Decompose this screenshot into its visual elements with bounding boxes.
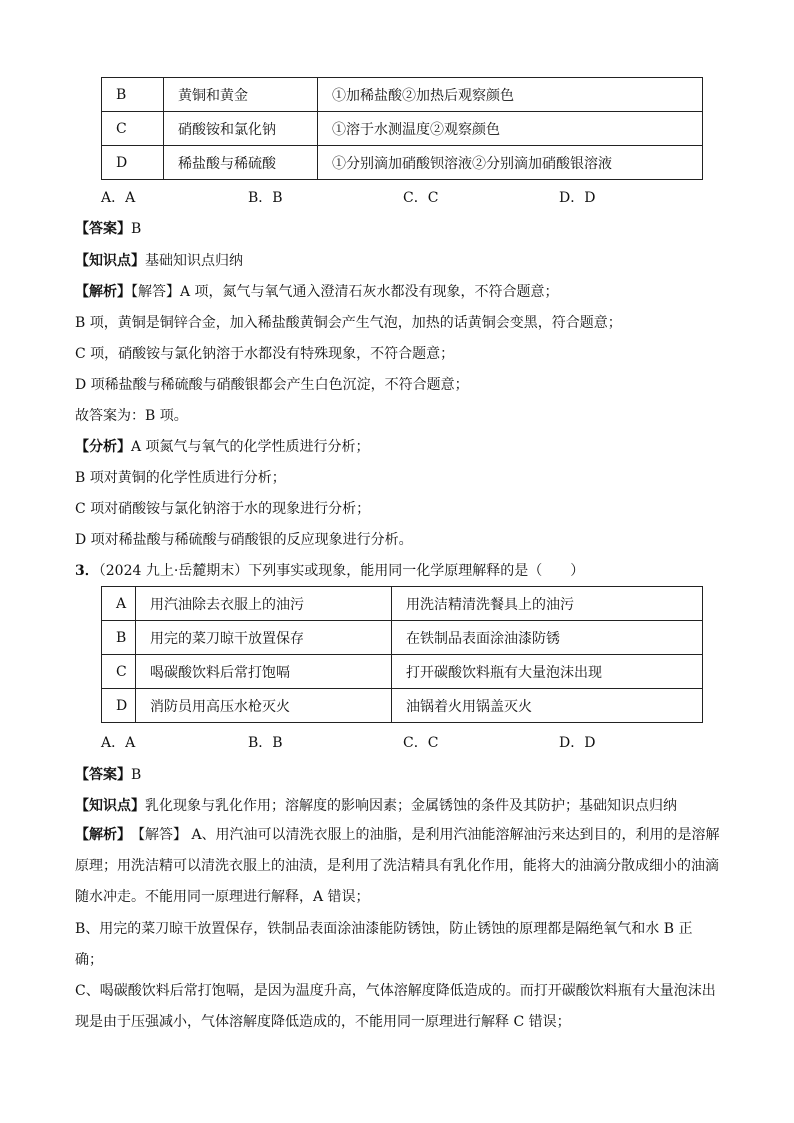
option-d: D．D [559,735,596,751]
question-source: （2024 九上·岳麓期末） [98,563,249,579]
knowledge-tag: 【知识点】 [75,253,145,269]
table-row [102,587,703,621]
analysis-text: 【解答】A 项，氮气与氧气通入澄清石灰水都没有现象，不符合题意； [131,284,559,300]
options-table-q2 [101,77,703,180]
table-cell: ①分别滴加硝酸钡溶液②分别滴加硝酸银溶液 [318,146,703,180]
answer-tag: 【答案】 [75,767,131,783]
review-text: C 项对硝酸铵与氯化钠溶于水的现象进行分析； [75,501,371,517]
table-cell: D [102,689,136,723]
table-row [102,146,703,180]
analysis-text: D 项稀盐酸与稀硫酸与硝酸银都会产生白色沉淀，不符合题意； [75,377,469,393]
answer-value: B [131,221,142,237]
analysis-paragraph-b: B、用完的菜刀晾干放置保存，铁制品表面涂油漆能防锈蚀，防止锈蚀的原理都是隔绝氧气和水 B 正确； [75,921,693,968]
table-cell: 油锅着火用锅盖灭火 [392,689,703,723]
option-a: A．A [101,735,136,751]
question-number: 3． [75,563,99,579]
review-text: B 项对黄铜的化学性质进行分析； [75,470,286,486]
option-c: C．C [403,735,439,751]
knowledge-value: 乳化现象与乳化作用；溶解度的影响因素；金属锈蚀的条件及其防护；基础知识点归纳 [145,798,677,814]
table-cell: 喝碳酸饮料后常打饱嗝 [136,655,392,689]
table-cell: ①加稀盐酸②加热后观察颜色 [318,78,703,112]
table-cell: 消防员用高压水枪灭火 [136,689,392,723]
analysis-line-q2 [75,281,559,301]
table-cell: 用完的菜刀晾干放置保存 [136,621,392,655]
analysis-paragraph-c: C、喝碳酸饮料后常打饱嗝，是因为温度升高，气体溶解度降低造成的。而打开碳酸饮料瓶有大量泡沫出现是由于压强减小，气体溶解度降低造成的，不能用同一原理进行解释 C 错误； [75,983,716,1030]
review-text: A 项氮气与氧气的化学性质进行分析； [131,439,370,455]
table-cell: B [102,78,164,112]
review-text: D 项对稀盐酸与稀硫酸与硝酸银的反应现象进行分析。 [75,532,413,548]
option-b: B．B [248,190,283,206]
review-line-q2 [75,436,370,456]
answer-value: B [131,767,142,783]
analysis-text: C 项，硝酸铵与氯化钠溶于水都没有特殊现象，不符合题意； [75,346,455,362]
knowledge-tag: 【知识点】 [75,798,145,814]
table-cell: 在铁制品表面涂油漆防锈 [392,621,703,655]
knowledge-line-q2 [75,250,243,270]
table-cell: C [102,112,164,146]
table-cell: 稀盐酸与稀硫酸 [164,146,318,180]
table-cell: ①溶于水测温度②观察颜色 [318,112,703,146]
analysis-text: B 项，黄铜是铜锌合金，加入稀盐酸黄铜会产生气泡，加热的话黄铜会变黑，符合题意； [75,315,622,331]
table-row [102,78,703,112]
table-cell: 用汽油除去衣服上的油污 [136,587,392,621]
question-text: 下列事实或现象，能用同一化学原理解释的是（ ） [248,563,585,579]
table-cell: 黄铜和黄金 [164,78,318,112]
table-cell: C [102,655,136,689]
table-cell: B [102,621,136,655]
option-d: D．D [559,190,596,206]
option-c: C．C [403,190,439,206]
knowledge-line-q3 [75,795,677,815]
answer-line-q2 [75,218,141,238]
table-cell: D [102,146,164,180]
table-row [102,621,703,655]
analysis-text: 故答案为：B 项。 [75,408,188,424]
analysis-tag: 【解析】 [75,827,124,843]
answer-tag: 【答案】 [75,221,131,237]
table-cell: A [102,587,136,621]
table-row [102,689,703,723]
options-table-q3 [101,586,703,723]
table-cell: 用洗洁精清洗餐具上的油污 [392,587,703,621]
option-b: B．B [248,735,283,751]
knowledge-value: 基础知识点归纳 [145,253,243,269]
table-cell: 硝酸铵和氯化钠 [164,112,318,146]
analysis-text: 【解答】 A、用汽油可以清洗衣服上的油脂，是利用汽油能溶解油污来达到目的，利用的是溶解原理；用洗洁精可以清洗衣服上的油渍，是利用了洗洁精具有乳化作用，能将大的油滴分散成细小的油滴随水冲走。不能用同一原理进行解释，A 错误； [75,827,720,905]
review-tag: 【分析】 [75,439,131,455]
table-row [102,655,703,689]
answer-line-q3 [75,764,141,784]
analysis-tag: 【解析】 [75,284,131,300]
option-a: A．A [101,190,136,206]
table-cell: 打开碳酸饮料瓶有大量泡沫出现 [392,655,703,689]
analysis-paragraph-a [75,820,720,913]
question-3-heading [75,560,584,580]
table-row [102,112,703,146]
